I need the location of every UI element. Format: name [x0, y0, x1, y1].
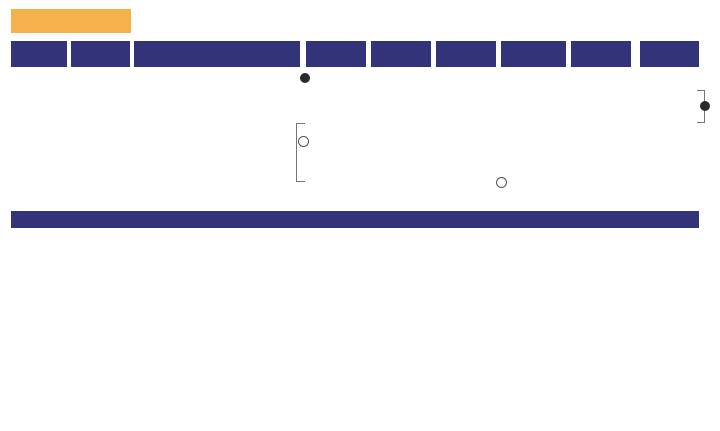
marker-3: [700, 101, 710, 111]
header-concepto: [134, 41, 300, 67]
header-tipo-concepto: [71, 41, 130, 67]
header-semana-1: [306, 41, 366, 67]
marker-a: [496, 177, 507, 188]
header-semana-3: [436, 41, 496, 67]
header-semana-4: [501, 41, 566, 67]
scenario-title: [11, 9, 131, 33]
header-acumulado-periodos: [571, 41, 631, 67]
marker-1: [300, 73, 310, 83]
section-band-ajuste: [11, 211, 699, 228]
bracket-2: [296, 123, 305, 182]
marker-2: [298, 136, 309, 147]
header-recalculo-mensual: [640, 41, 699, 67]
header-clave-sat: [11, 41, 67, 67]
header-semana-2: [371, 41, 431, 67]
